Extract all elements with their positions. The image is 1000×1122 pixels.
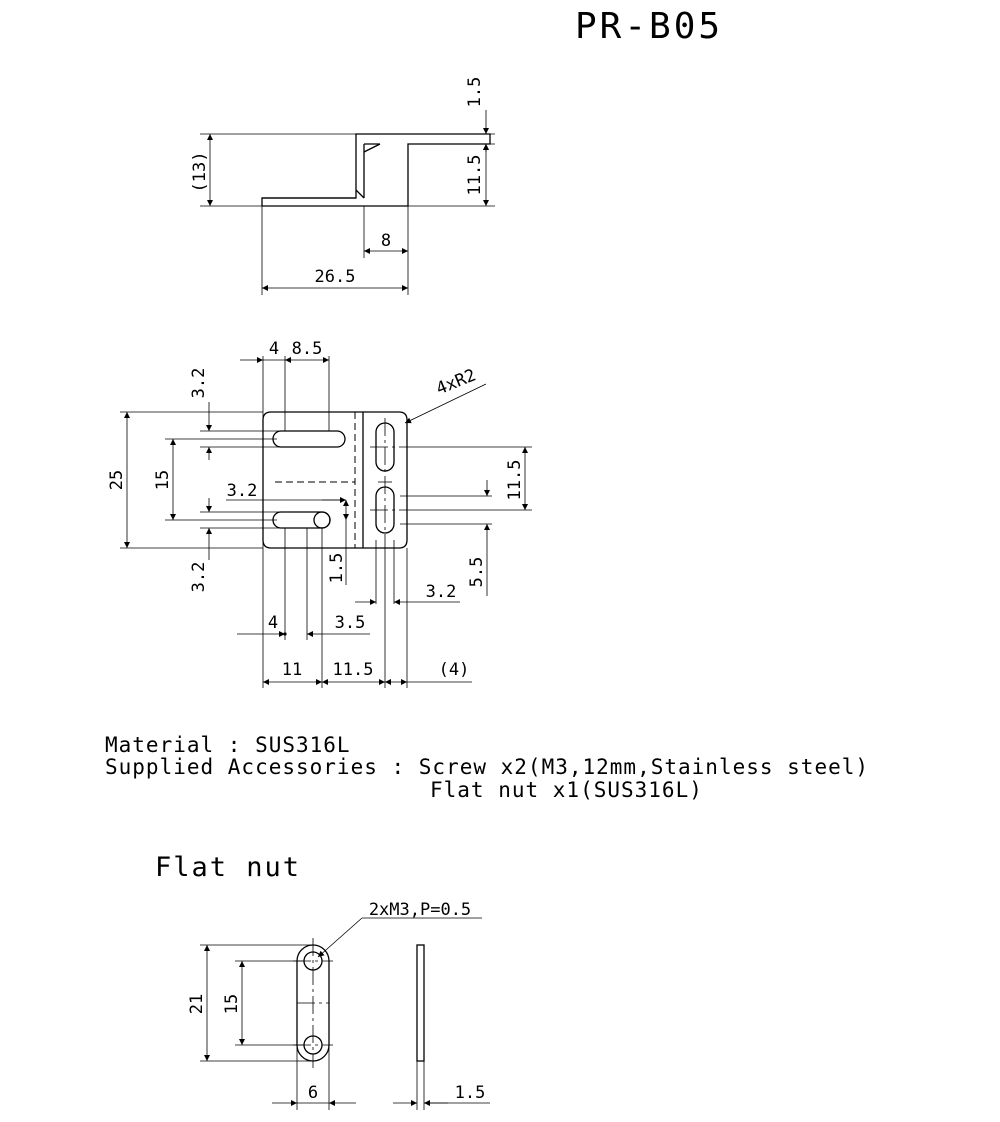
dim-11: 11 [281, 660, 303, 680]
flat-nut-view [187, 900, 490, 1110]
hole-lower [314, 512, 330, 528]
dim-5-5: 5.5 [467, 556, 487, 588]
dim-4-ref: (4) [438, 660, 470, 680]
dim-3-2-bottom: 3.2 [189, 561, 209, 593]
bracket-profile-outer [262, 134, 490, 206]
dim-rise: 11.5 [465, 154, 485, 196]
plan-view [107, 339, 532, 688]
dim-1-5: 1.5 [327, 552, 347, 584]
dim-11-5-bottom: 11.5 [332, 660, 374, 680]
radius-callout: 4xR2 [433, 365, 479, 400]
nut-dim-length: 21 [187, 993, 207, 1015]
bracket-profile-inner [262, 144, 380, 198]
nut-dim-pitch: 15 [222, 993, 242, 1015]
flat-nut-side-outline [417, 945, 424, 1061]
dim-3-2-right: 3.2 [425, 582, 457, 602]
drawing-title: PR-B05 [575, 6, 724, 47]
dim-length: 26.5 [314, 267, 356, 287]
dim-3-2-mid: 3.2 [226, 481, 258, 501]
dim-flange: 8 [380, 231, 392, 251]
dim-thickness: 1.5 [465, 76, 485, 108]
dim-25: 25 [107, 469, 127, 491]
dim-4-bottom: 4 [267, 613, 279, 633]
dim-11-5-right: 11.5 [505, 459, 525, 501]
slot-lower-left [273, 512, 330, 528]
nut-dim-width: 6 [307, 1083, 319, 1103]
flat-nut-heading: Flat nut [155, 852, 302, 883]
accessories-note: Supplied Accessories : Screw x2(M3,12mm,Stainless steel) [105, 755, 870, 779]
dim-8-5: 8.5 [291, 339, 323, 359]
material-note: Material : SUS316L [105, 733, 351, 757]
accessories-note-2: Flat nut x1(SUS316L) [430, 778, 703, 802]
dim-4-top: 4 [268, 339, 280, 359]
slot-upper-left [273, 431, 345, 447]
notes-block [105, 733, 869, 802]
side-view [190, 77, 495, 295]
dim-3-2-top: 3.2 [189, 367, 209, 399]
nut-dim-thickness: 1.5 [454, 1083, 486, 1103]
dim-total-height: (13) [190, 151, 210, 193]
dim-15: 15 [153, 469, 173, 491]
dim-3-5: 3.5 [334, 613, 366, 633]
thread-callout: 2xM3,P=0.5 [368, 900, 472, 920]
